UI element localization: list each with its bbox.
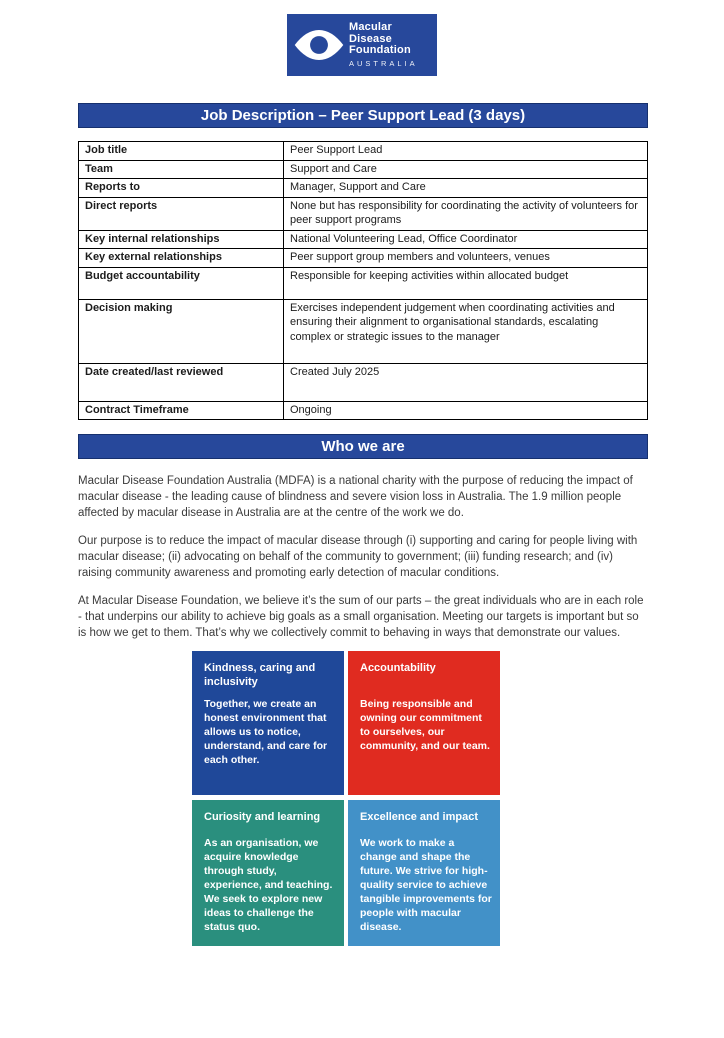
values-grid — [192, 651, 501, 946]
row-label: Decision making — [79, 299, 284, 363]
row-value: Support and Care — [284, 160, 648, 179]
table-row — [79, 249, 648, 268]
row-label: Direct reports — [79, 197, 284, 230]
value-box-title: Kindness, caring and inclusivity — [204, 662, 316, 688]
row-value: None but has responsibility for coordinating the activity of volunteers for peer support programs — [284, 197, 648, 230]
table-row — [79, 142, 648, 161]
intro-paragraph: At Macular Disease Foundation, we believe it’s the sum of our parts – the great individuals who are in each role - that underpins our ability to achieve big goals as a small organisation. Meeting our targets is important but so is how we get to them. That’s why we collectively commit to behaving in ways that demonstrate our values. — [78, 595, 644, 639]
value-box-title: Curiosity and learning — [204, 811, 321, 823]
value-box-body: As an organisation, we acquire knowledge through study, experience, and teaching. We seek to explore new ideas to challenge the status quo. — [204, 836, 333, 933]
row-label: Key external relationships — [79, 249, 284, 268]
brand-name-line: Macular — [349, 21, 392, 33]
value-box-body: We work to make a change and shape the future. We strive for high-quality service to achieve tangible improvements for people with macular disease. — [360, 836, 492, 933]
table-row — [79, 160, 648, 179]
eye-icon — [293, 27, 345, 63]
value-box-curiosity — [192, 800, 344, 946]
row-label: Contract Timeframe — [79, 401, 284, 420]
value-box-body: Together, we create an honest environment that allows us to notice, understand, and care for each other. — [204, 698, 328, 766]
table-row — [79, 401, 648, 420]
table-row — [79, 267, 648, 299]
table-row — [79, 363, 648, 401]
brand-name — [349, 22, 418, 68]
row-value: Created July 2025 — [284, 363, 648, 401]
value-box-title: Accountability — [360, 662, 436, 674]
row-value: Ongoing — [284, 401, 648, 420]
value-box-title: Excellence and impact — [360, 811, 478, 823]
value-box-kindness — [192, 651, 344, 795]
row-label: Date created/last reviewed — [79, 363, 284, 401]
table-row — [79, 179, 648, 198]
brand-name-line: Disease — [349, 32, 392, 45]
job-table — [78, 141, 648, 420]
intro-paragraph: Our purpose is to reduce the impact of macular disease through (i) supporting and caring for people living with macular disease; (ii) advocating on behalf of the community to government; (iii) funding research; and (iv) raising community awareness and promoting early detection of macular conditions. — [78, 535, 638, 579]
row-value: Exercises independent judgement when coordinating activities and ensuring their alignment to organisational standards, escalating complex or strategic issues to the manager — [284, 299, 648, 363]
value-box-excellence — [348, 800, 500, 946]
row-value: Peer support group members and volunteers, venues — [284, 249, 648, 268]
row-value: National Volunteering Lead, Office Coordinator — [284, 230, 648, 249]
row-label: Reports to — [79, 179, 284, 198]
row-value: Responsible for keeping activities within allocated budget — [284, 267, 648, 299]
brand-logo — [287, 14, 437, 76]
row-value: Peer Support Lead — [284, 142, 648, 161]
value-box-accountability — [348, 651, 500, 795]
row-label: Key internal relationships — [79, 230, 284, 249]
row-label: Job title — [79, 142, 284, 161]
document-title-bar: Job Description – Peer Support Lead (3 days) — [78, 103, 648, 128]
table-row — [79, 230, 648, 249]
who-we-are-text — [78, 473, 648, 641]
row-value: Manager, Support and Care — [284, 179, 648, 198]
intro-paragraph: Macular Disease Foundation Australia (MDFA) is a national charity with the purpose of reducing the impact of macular disease - the leading cause of blindness and severe vision loss in Australia. The 1.9 million people affected by macular disease in Australia are at the centre of the work we do. — [78, 475, 633, 519]
document-page — [0, 14, 724, 1038]
table-row — [79, 299, 648, 363]
row-label: Budget accountability — [79, 267, 284, 299]
section-heading-bar: Who we are — [78, 434, 648, 459]
row-label: Team — [79, 160, 284, 179]
value-box-body: Being responsible and owning our commitment to ourselves, our community, and our team. — [360, 698, 490, 752]
brand-country: AUSTRALIA — [349, 59, 418, 68]
brand-name-line: Foundation — [349, 44, 411, 56]
table-row — [79, 197, 648, 230]
